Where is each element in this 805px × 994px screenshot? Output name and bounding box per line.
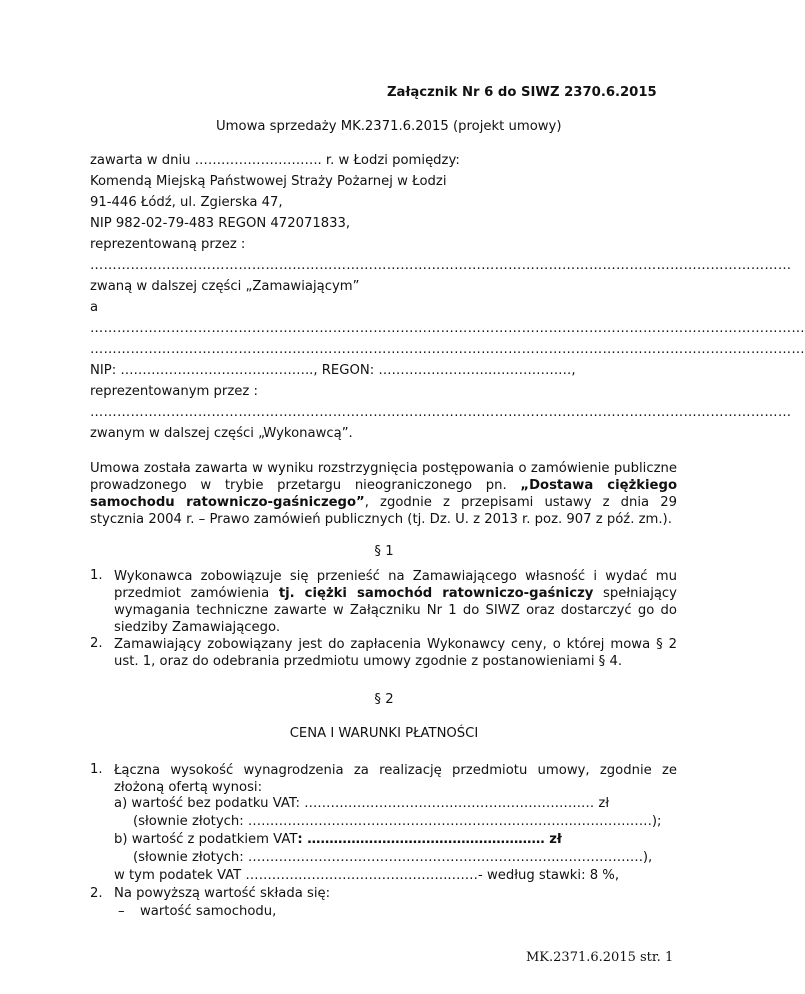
buyer-nip-regon: NIP 982-02-79-483 REGON 472071833, [90,216,351,231]
contract-title: Umowa sprzedaży MK.2371.6.2015 (projekt umowy) [216,119,562,134]
section-2-item-1-number: 1. [90,762,103,777]
section-1-item-1-bold: tj. ciężki samochód ratowniczo-gaśniczy [278,586,594,601]
conjunction-a: a [90,300,99,315]
net-value-in-words: (słownie złotych: ………………………………………………………………..………………); [133,814,662,829]
buyer-address: 91-446 Łódź, ul. Zgierska 47, [90,195,283,210]
contractor-name-dots: …………………………………………………………………………………………………………………………………………… [90,321,805,336]
bullet-dash: – [118,904,125,919]
contractor-address-dots: …………………………………………………………………………………………………………………………………………… [90,342,805,357]
intro-paragraph [90,460,677,528]
contractor-nip-regon: NIP: …………………………………….., REGON: ……………………..………………, [90,363,576,378]
intro-text-1: Umowa została zawarta w wyniku rozstrzygnięcia postępowania o zamówienie publiczne prowadzonego w trybie przetargu nieograniczonego pn. [90,461,677,493]
parties-date-line: zawarta w dniu ……………………….. r. w Łodzi pomiędzy: [90,153,460,168]
section-2-item-2: Na powyższą wartość składa się: [114,886,331,901]
contractor-designation: zwanym w dalszej części „Wykonawcą”. [90,426,353,441]
buyer-name: Komendą Miejską Państwowej Straży Pożarnej w Łodzi [90,174,447,189]
intro-subject-bold: „Dostawa ciężkiego samochodu ratowniczo-gaśniczego” [90,478,678,510]
section-2-subheading: CENA I WARUNKI PŁATNOŚCI [289,726,479,741]
gross-value-line [114,830,562,850]
page-footer: MK.2371.6.2015 str. 1 [526,950,674,965]
contractor-representative-dots: ………………………………………………………………………………………………………………………………………… [90,405,792,420]
intro-text-2: , zgodnie z przepisami ustawy z dnia 29 stycznia 2004 r. – Prawo zamówień publicznych (tj. Dz. U. z 2013 r. poz. 907 z póź. zm.). [90,495,677,527]
section-1-item-1-text-a: Wykonawca zobowiązuje się przenieść na Zamawiającego własność i wydać mu przedmiot zamówienia [114,569,677,601]
contractor-represented-by: reprezentowanym przez : [90,384,258,399]
vat-line: w tym podatek VAT ………………………………………..……- według stawki: 8 %, [114,868,620,883]
section-1-heading: § 1 [374,544,394,559]
buyer-designation: zwaną w dalszej części „Zamawiającym” [90,279,360,294]
section-1-item-1-text-b: spełniający wymagania techniczne zawarte w Załączniku Nr 1 do SIWZ oraz dostarczyć go do siedziby Zamawiającego. [114,586,677,635]
bullet-vehicle-value: wartość samochodu, [140,904,277,919]
section-1-item-1-number: 1. [90,568,103,583]
buyer-represented-by: reprezentowaną przez : [90,237,246,252]
gross-value-in-words: (słownie złotych: ……………………………………………………………..……………….), [133,850,653,865]
section-2-item-1: Łączna wysokość wynagrodzenia za realizację przedmiotu umowy, zgodnie ze złożoną ofertą wynosi: [114,763,677,795]
net-value-line: a) wartość bez podatku VAT: ………………………………………………………… zł [114,796,610,811]
gross-value-label: b) wartość z podatkiem VAT [114,832,298,847]
section-1-item-2: Zamawiający zobowiązany jest do zapłacenia Wykonawcy ceny, o której mowa § 2 ust. 1, oraz do odebrania przedmiotu umowy zgodnie z postanowieniami § 4. [114,637,677,669]
section-1-item-2-number: 2. [90,636,103,651]
gross-value-dots-bold: : ……………………………………………… zł [297,832,562,847]
section-1-item-1 [114,568,677,636]
section-2-item-2-number: 2. [90,886,103,901]
attachment-title: Załącznik Nr 6 do SIWZ 2370.6.2015 [387,85,657,100]
section-2-heading: § 2 [374,692,394,707]
buyer-representative-dots: ………………………………………………………………………………………………………………………………………… [90,258,792,273]
